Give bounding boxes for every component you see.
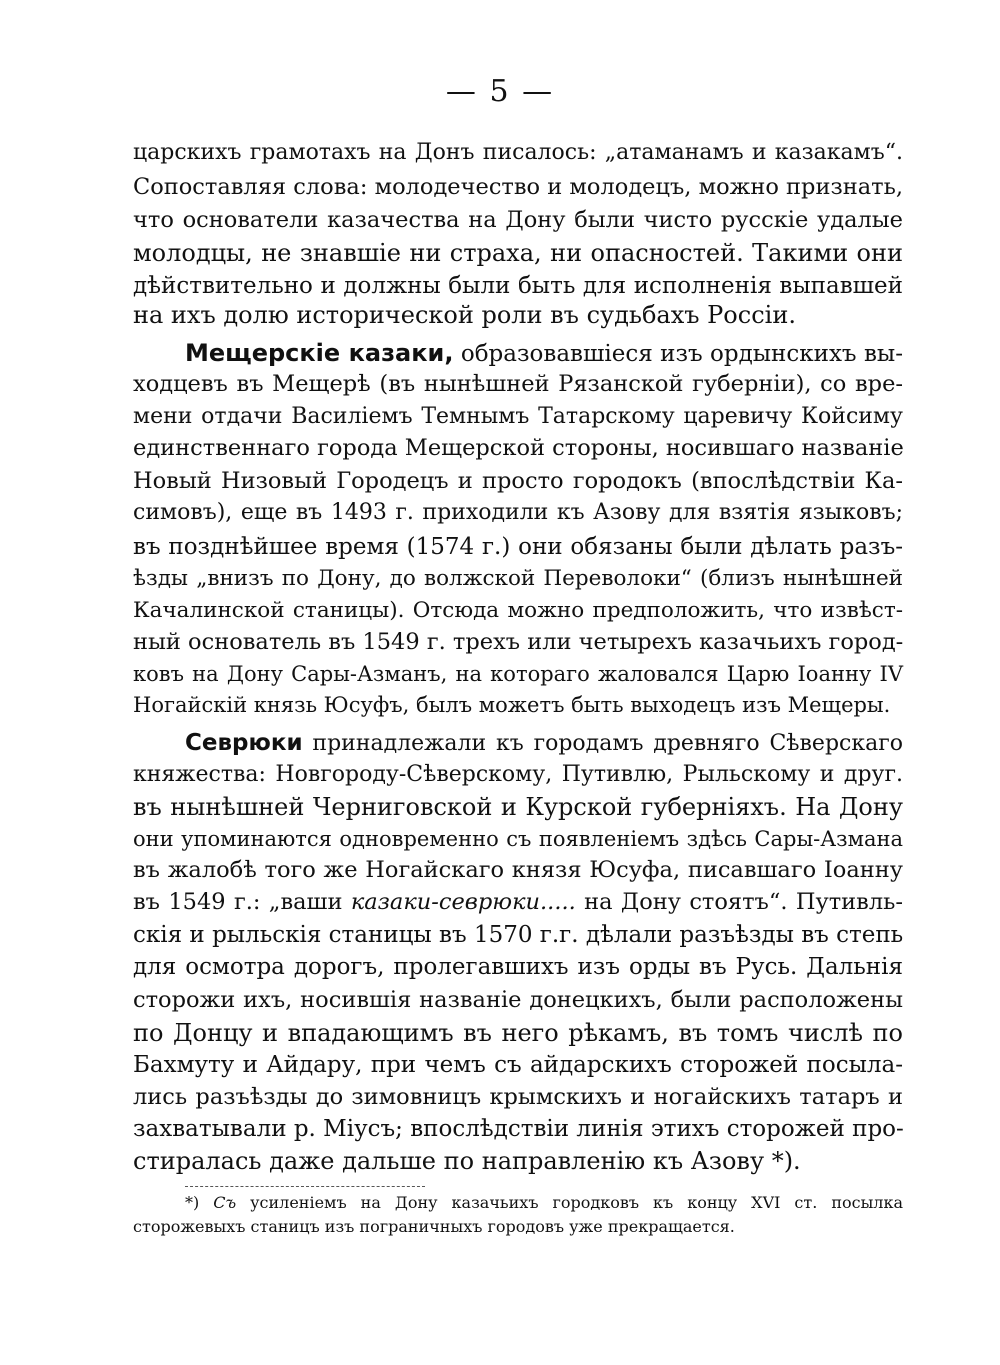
section-heading: Мещерскіе казаки, [185,339,454,367]
text-span: усиленіемъ на Дону казачьихъ городковъ къ концу XVI ст. посылка [236,1193,904,1212]
text-line: что основатели казачества на Дону были чисто русскіе удалые [133,207,903,233]
text-line: единственнаго города Мещерской стороны, носившаго названіе [133,435,904,461]
italic-quote: казаки-севрюки..... [350,889,576,915]
text-line [185,336,903,370]
text-line: захватывали р. Міусъ; впослѣдствіи линія этихъ сторожей про- [133,1116,904,1142]
text-line: Бахмуту и Айдару, при чемъ съ айдарскихъ сторожей посыла- [133,1052,903,1078]
text-line [133,885,903,919]
text-line: молодцы, не знавшіе ни страха, ни опасностей. Такими они [133,239,903,267]
text-line: стиралась даже дальше по направленію къ Азову *). [133,1147,801,1175]
text-line: по Донцу и впадающимъ въ него рѣкамъ, въ томъ числѣ по [133,1019,903,1047]
text-line: на ихъ долю исторической роли въ судьбахъ Россіи. [133,301,796,329]
text-line: скія и рыльскія станицы въ 1570 г.г. дѣлали разъѣзды въ степь [133,922,904,948]
text-line: ковъ на Дону Сары-Азманъ, на котораго жаловался Царю Іоанну IV [133,662,903,686]
page-number: — 5 — [445,74,555,109]
text-span: на Дону стоятъ“. Путивль- [575,889,903,915]
text-line: они упоминаются одновременно съ появленіемъ здѣсь Сары-Азмана [133,827,903,851]
section-heading: Севрюки [185,730,303,756]
text-line: сторожи ихъ, носившія названіе донецкихъ, были расположены [133,987,903,1013]
text-line: царскихъ грамотахъ на Донъ писалось: „атаманамъ и казакамъ“. [133,140,903,165]
text-line: ходцевъ въ Мещерѣ (въ нынѣшней Рязанской губерніи), со вре- [133,371,903,397]
text-line: Новый Низовый Городецъ и просто городокъ (впослѣдствіи Ка- [133,468,903,494]
text-line: въ позднѣйшее время (1574 г.) они обязаны были дѣлать разъ- [133,534,903,560]
text-line: лись разъѣзды до зимовницъ крымскихъ и ногайскихъ татаръ и [133,1084,903,1110]
text-line: Ногайскій князь Юсуфъ, былъ можетъ быть выходецъ изъ Мещеры. [133,693,891,717]
footnote-line: сторожевыхъ станицъ изъ пограничныхъ городовъ уже прекращается. [133,1217,735,1236]
text-line: дѣйствительно и должны были быть для исполненія выпавшей [133,273,903,299]
text-span: въ 1549 г.: „ваши [133,889,351,915]
text-line: мени отдачи Василіемъ Темнымъ Татарскому царевичу Койсиму [133,404,903,429]
footnote-divider [185,1186,425,1187]
text-line: ѣзды „внизъ по Дону, до волжской Переволоки“ (близъ нынѣшней [133,566,903,591]
text-line: для осмотра дорогъ, пролегавшихъ изъ орды въ Русь. Дальнія [133,954,903,980]
text-span: принадлежали къ городамъ древняго Сѣверскаго [302,731,903,756]
footnote-marker: *) [185,1193,214,1212]
text-line: ный основатель въ 1549 г. трехъ или четырехъ казачьихъ город- [133,629,904,655]
text-line: Сопоставляя слова: молодечество и молодецъ, можно признать, [133,174,903,200]
footnote-line [185,1190,903,1216]
text-line: въ жалобѣ того же Ногайскаго князя Юсуфа, писавшаго Іоанну [133,857,903,883]
text-line: симовъ), еще въ 1493 г. приходили къ Азову для взятія языковъ; [133,500,903,525]
text-line [185,726,903,760]
text-span: образовавшіеся изъ ордынскихъ вы- [453,341,903,367]
footnote-italic-word: Съ [213,1193,237,1212]
text-line: Качалинской станицы). Отсюда можно предположить, что извѣст- [133,598,903,623]
text-line: княжества: Новгороду-Сѣверскому, Путивлю, Рыльскому и друг. [133,762,903,787]
text-line: въ нынѣшней Черниговской и Курской губерніяхъ. На Дону [133,793,903,821]
